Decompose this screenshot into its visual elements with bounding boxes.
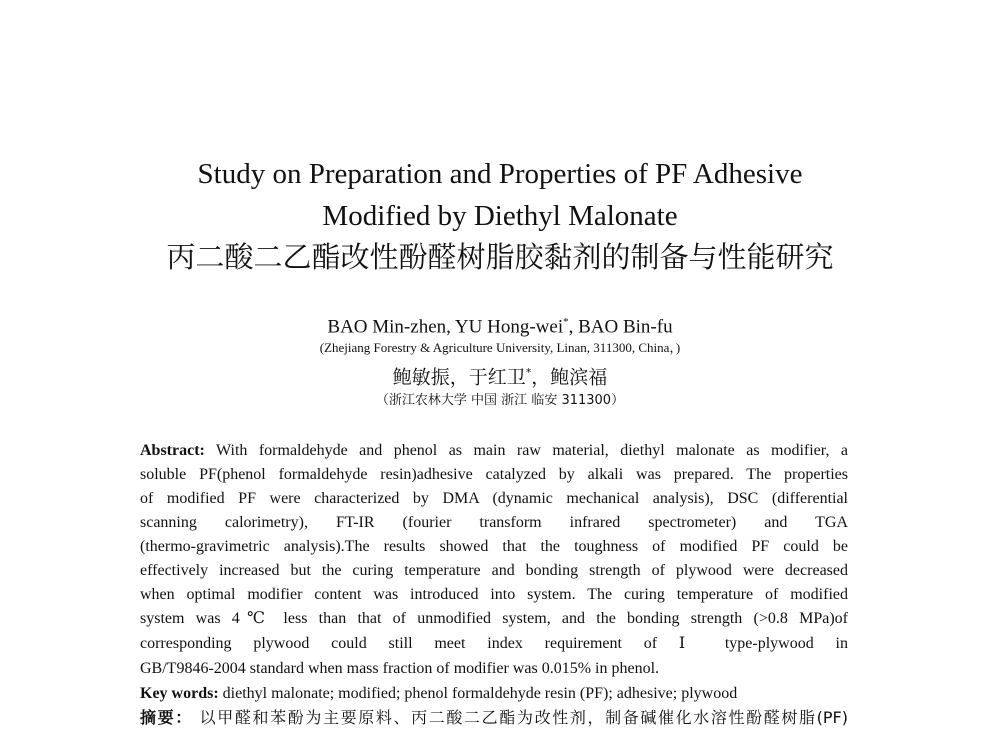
abstract-line-2: soluble PF(phenol formaldehyde resin)adhesive catalyzed by alkali was prepared. The properties <box>140 466 848 483</box>
authors-chinese-part-1: 鲍敏振，于红卫 <box>392 366 526 389</box>
abstract-label: Abstract: <box>140 442 205 459</box>
authors-english <box>0 309 1000 340</box>
chinese-abstract-text: 以甲醛和苯酚为主要原料、丙二酸二乙酯为改性剂，制备碱催化水溶性酚醛树脂(PF) <box>199 708 848 727</box>
affiliation-english: (Zhejiang Forestry & Agriculture University, Linan, 311300, China，) <box>319 340 681 355</box>
abstract-line-1 <box>140 440 848 462</box>
abstract-line-3: of modified PF were characterized by DMA (dynamic mechanical analysis), DSC (differential <box>140 490 848 507</box>
author-1: BAO Min-zhen, <box>327 316 455 338</box>
title-english-line-2: Modified by Diethyl Malonate <box>322 200 678 232</box>
abstract-line-5: (thermo-gravimetric analysis).The results showed that the toughness of modified PF could be <box>140 538 848 555</box>
chinese-abstract-label: 摘要： <box>140 708 193 727</box>
author-3: , BAO Bin-fu <box>568 316 673 338</box>
corresponding-author-mark: * <box>563 316 569 328</box>
abstract-line-6: effectively increased but the curing temperature and bonding strength of plywood were decreased <box>140 562 848 579</box>
author-2: YU Hong-wei <box>454 316 564 338</box>
affiliation-chinese: （浙江农林大学 中国 浙江 临安 311300） <box>375 393 625 408</box>
authors-chinese <box>0 360 1000 390</box>
authors-chinese-part-2: ，鲍滨福 <box>531 366 608 389</box>
abstract-line-4: scanning calorimetry), FT-IR (fourier transform infrared spectrometer) and TGA <box>140 514 848 531</box>
keywords-text: diethyl malonate; modified; phenol formaldehyde resin (PF); adhesive; plywood <box>222 685 738 702</box>
chinese-abstract-line <box>140 707 848 729</box>
corresponding-author-mark-zh: * <box>525 366 532 379</box>
keywords-label: Key words: <box>140 685 219 702</box>
abstract-line-7: when optimal modifier content was introduced into system. The curing temperature of modified <box>140 586 848 603</box>
title-english-line-1: Study on Preparation and Properties of PF Adhesive <box>197 158 803 190</box>
abstract-line-10: GB/T9846-2004 standard when mass fraction of modifier was 0.015% in phenol. <box>140 660 660 677</box>
abstract-text: With formaldehyde and phenol as main raw material, diethyl malonate as modifier, a <box>216 442 849 459</box>
abstract-line-9: corresponding plywood could still meet index requirement of Ⅰ type-plywood in <box>140 635 848 652</box>
title-chinese: 丙二酸二乙酯改性酚醛树脂胶黏剂的制备与性能研究 <box>166 240 834 274</box>
keywords-line <box>140 683 848 705</box>
abstract-line-8: system was 4℃ less than that of unmodified system, and the bonding strength (>0.8 MPa)of <box>140 610 848 627</box>
